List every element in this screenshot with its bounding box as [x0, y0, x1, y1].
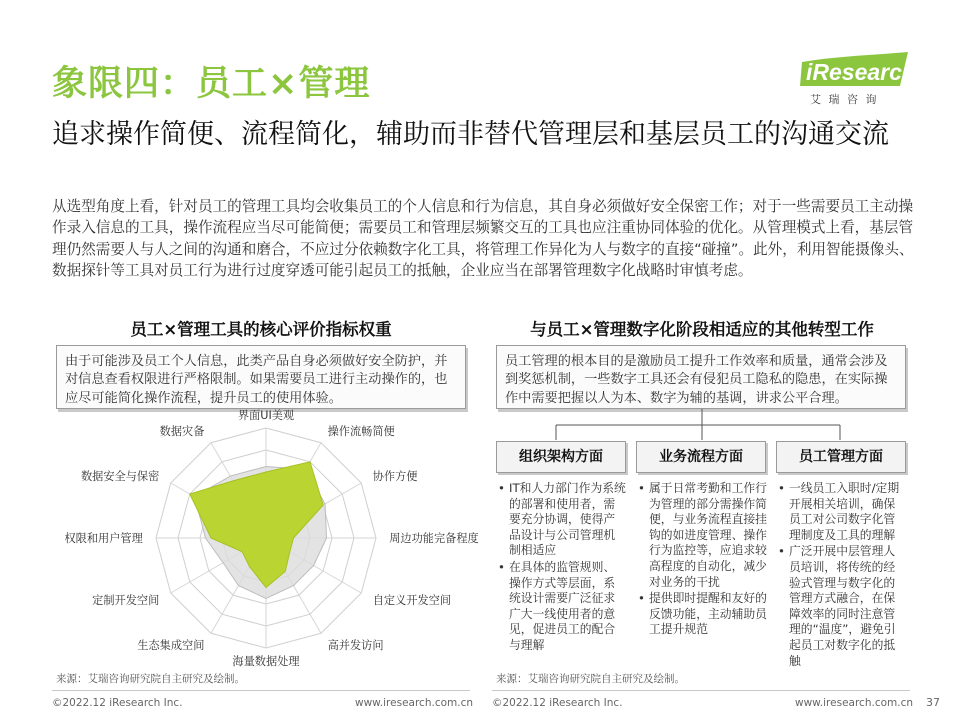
radar-axis-label: 周边功能完备程度 [389, 532, 479, 545]
right-footer-divider [492, 690, 910, 691]
left-source: 来源：艾瑞咨询研究院自主研究及绘制。 [56, 673, 245, 685]
left-footer-divider [52, 690, 470, 691]
right-source: 来源：艾瑞咨询研究院自主研究及绘制。 [496, 673, 685, 685]
right-footer-copyright: ©2022.12 iResearch Inc. [492, 697, 623, 709]
radar-axis-label: 定制开发空间 [92, 593, 160, 607]
left-footer-url: www.iresearch.com.cn [355, 697, 474, 709]
radar-axis-label: 协作方便 [372, 470, 418, 484]
node-staff-management: 员工管理方面 [776, 441, 906, 473]
page-title: 象限四：员工×管理 [52, 64, 371, 104]
radar-axis-label: 界面UI美观 [237, 408, 295, 422]
left-footer-copyright: ©2022.12 iResearch Inc. [52, 697, 183, 709]
list-item: • 属于日常考勤和工作行为管理的部分需操作简便，与业务流程直接挂钩的如进度管理、操作行为监控等，应追求较高程度的自动化，减少对业务的干扰 [638, 481, 768, 590]
iresearch-logo [796, 52, 914, 110]
left-note-text: 由于可能涉及员工个人信息，此类产品自身必须做好安全防护，并对信息查看权限进行严格限制。如果需要员工进行主动操作的，也应尽可能简化操作流程，提升员工的使用体验。 [65, 354, 448, 406]
right-footer-url: www.iresearch.com.cn [795, 697, 914, 709]
intro-paragraph: 从选型角度上看，针对员工的管理工具均会收集员工的个人信息和行为信息，其自身必须做好安全保密工作；对于一些需要员工主动操作录入信息的工具，操作流程应当尽可能简便；需要员工和管理层频繁交互的工具也应注重协同体验的优化。从管理模式上看，基层管理仍然需要人与人之间的沟通和磨合，不应过分依赖数字化工具，将管理工作异化为人与数字的直接“碰撞”。此外，利用智能摄像头、数据探针等工具对员工行为进行过度穿透可能引起员工的抵触，企业应当在部署管理数字化战略时审慎考虑。 [52, 198, 914, 279]
right-section-title: 与员工×管理数字化阶段相适应的其他转型工作 [530, 320, 874, 339]
radar-axis-label: 海量数据处理 [232, 655, 300, 669]
staff-management-list [778, 481, 906, 670]
radar-axis-label: 高并发访问 [327, 638, 384, 652]
list-item: • 一线员工入职时/定期开展相关培训，确保员工对公司数字化管理制度及工具的理解 [778, 481, 906, 543]
page-number: 37 [926, 696, 940, 709]
list-item: • IT和人力部门作为系统的部署和使用者，需要充分协调，使得产品设计与公司管理机制相适应 [498, 481, 626, 559]
radar-axis-label: 数据灾备 [159, 425, 205, 439]
radar-axis-label: 自定义开发空间 [372, 593, 452, 607]
node-org-structure: 组织架构方面 [496, 441, 626, 473]
radar-axis-label: 数据安全与保密 [80, 470, 160, 484]
logo-sub-text: 艾 瑞 咨 询 [810, 93, 879, 106]
page-subtitle: 追求操作简便、流程简化，辅助而非替代管理层和基层员工的沟通交流 [52, 119, 889, 150]
list-item: • 提供即时提醒和友好的反馈功能，主动辅助员工提升规范 [638, 591, 768, 638]
logo-mark [796, 52, 914, 110]
node-business-process: 业务流程方面 [636, 441, 766, 473]
left-section-title: 员工×管理工具的核心评价指标权重 [130, 320, 392, 339]
tree-connectors [494, 409, 914, 441]
list-item: • 广泛开展中层管理人员培训，将传统的经验式管理与数字化的管理方式融合，在保障效率的同时注意管理的“温度”，避免引起员工对数字化的抵触 [778, 544, 906, 669]
right-note-box [496, 345, 906, 409]
org-structure-list [498, 481, 626, 655]
radar-axis-label: 操作流畅简便 [327, 425, 395, 439]
list-item: • 在具体的监管规则、操作方式等层面，系统设计需要广泛征求广大一线使用者的意见，促进员工的配合与理解 [498, 560, 626, 654]
radar-axis-label: 权限和用户管理 [64, 532, 143, 545]
logo-brand-text: iResearch [806, 59, 914, 85]
business-process-list [638, 481, 768, 639]
left-note-box [56, 345, 466, 409]
right-note-text: 员工管理的根本目的是激励员工提升工作效率和质量，通常会涉及到奖惩机制，一些数字工具还会有侵犯员工隐私的隐患，在实际操作中需要把握以人为本、数字为辅的基调，讲求公平合理。 [505, 354, 888, 406]
radar-axis-label: 生态集成空间 [137, 638, 205, 652]
